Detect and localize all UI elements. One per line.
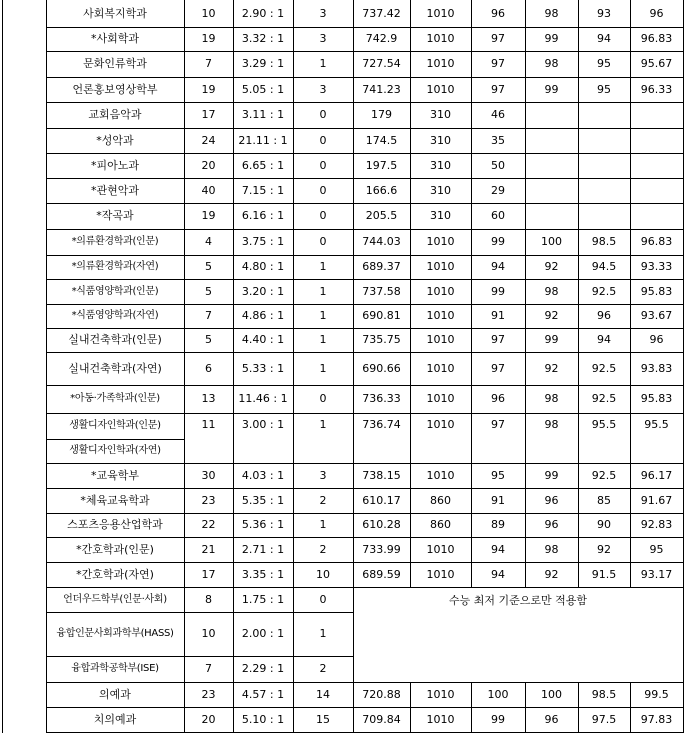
cell-value: 96 bbox=[649, 333, 664, 346]
cell-value: 197.5 bbox=[365, 158, 398, 172]
dept-name: *의류환경학과(인문) bbox=[71, 236, 159, 247]
cell-value: 91.5 bbox=[591, 567, 617, 581]
cell-value: 4.86 : 1 bbox=[241, 309, 285, 322]
dept-name: *사회학과 bbox=[90, 32, 139, 45]
cell-value bbox=[578, 178, 630, 203]
cell-value: 4.40 : 1 bbox=[241, 333, 285, 346]
cell-value: 24 bbox=[201, 133, 216, 147]
cell-value: 92.83 bbox=[640, 518, 673, 531]
cell-value: 3 bbox=[319, 82, 327, 96]
cell-value: 99 bbox=[544, 468, 559, 482]
cell-value: 860 bbox=[430, 493, 451, 507]
cell-value: 15 bbox=[316, 713, 330, 726]
dept-name: 사회복지학과 bbox=[83, 6, 147, 20]
cell-value: 5.36 : 1 bbox=[241, 518, 285, 531]
cell-value: 7.15 : 1 bbox=[241, 183, 285, 197]
cell-value: 727.54 bbox=[362, 57, 401, 70]
dept-name: *식품영양학과(인문) bbox=[71, 285, 159, 297]
cell-value bbox=[525, 102, 578, 128]
cell-value: 610.28 bbox=[362, 518, 401, 531]
cell-value: 21 bbox=[201, 542, 216, 556]
cell-value: 6.16 : 1 bbox=[241, 209, 285, 222]
cell-value: 3.20 : 1 bbox=[241, 284, 285, 298]
cell-value: 5.33 : 1 bbox=[241, 361, 285, 375]
cell-value: 1 bbox=[319, 361, 327, 375]
cell-value: 93.67 bbox=[640, 309, 673, 322]
cell-value: 4.57 : 1 bbox=[241, 687, 285, 701]
cell-value: 310 bbox=[430, 133, 451, 147]
cell-value: 2 bbox=[319, 493, 327, 507]
cell-value: 94 bbox=[597, 32, 611, 45]
cell-value: 1 bbox=[319, 518, 327, 531]
cell-value: 92.5 bbox=[591, 284, 617, 298]
cell-value: 5 bbox=[205, 260, 212, 273]
cell-value: 94 bbox=[597, 333, 611, 346]
cell-value: 96 bbox=[544, 518, 559, 531]
cell-value: 89 bbox=[491, 518, 505, 531]
cell-value: 19 bbox=[201, 82, 216, 96]
cell-value: 2.29 : 1 bbox=[241, 662, 285, 675]
cell-value: 96.17 bbox=[640, 468, 673, 482]
cell-value: 4 bbox=[205, 235, 212, 248]
cell-value: 100 bbox=[541, 687, 562, 701]
cell-value: 10 bbox=[201, 6, 216, 20]
dept-name: 언더우드학부(인문·사회) bbox=[63, 593, 167, 605]
cell-value: 5.05 : 1 bbox=[241, 82, 285, 96]
cell-value bbox=[578, 203, 630, 229]
cell-value: 22 bbox=[201, 518, 216, 531]
cell-value: 3.00 : 1 bbox=[241, 418, 285, 431]
cell-value: 179 bbox=[371, 108, 392, 121]
cell-value: 97 bbox=[491, 418, 505, 431]
cell-value: 2.00 : 1 bbox=[241, 627, 285, 640]
dept-name: 생활디자인학과(자연) bbox=[69, 445, 161, 456]
cell-value: 1010 bbox=[426, 235, 455, 248]
cell-value: 744.03 bbox=[362, 235, 401, 248]
cell-value: 35 bbox=[491, 133, 505, 147]
cell-value: 3.32 : 1 bbox=[241, 32, 285, 45]
cell-value: 689.59 bbox=[362, 567, 401, 581]
cell-value: 310 bbox=[430, 209, 451, 222]
cell-value: 92 bbox=[544, 567, 559, 581]
cell-value: 97 bbox=[491, 82, 505, 96]
cell-value: 100 bbox=[541, 235, 562, 248]
cell-value: 19 bbox=[201, 209, 216, 222]
cell-value bbox=[630, 153, 683, 178]
cell-value: 96 bbox=[491, 6, 505, 20]
cell-value: 10 bbox=[316, 567, 330, 581]
cell-value: 1010 bbox=[426, 57, 455, 70]
cell-value: 5.35 : 1 bbox=[241, 493, 285, 507]
cell-value: 1010 bbox=[426, 567, 455, 581]
cell-value: 23 bbox=[201, 493, 216, 507]
cell-value: 11 bbox=[201, 418, 216, 431]
cell-value: 1 bbox=[319, 284, 327, 298]
dept-name: *관현악과 bbox=[90, 183, 139, 197]
cell-value: 737.58 bbox=[362, 284, 401, 298]
cell-value: 1010 bbox=[426, 713, 455, 726]
cell-value: 92.5 bbox=[591, 361, 617, 375]
cell-value: 4.03 : 1 bbox=[241, 468, 285, 482]
cell-value: 7 bbox=[205, 309, 212, 322]
cell-value: 0 bbox=[319, 392, 327, 405]
cell-value: 17 bbox=[201, 108, 216, 121]
cell-value: 94 bbox=[491, 567, 505, 581]
cell-value bbox=[525, 203, 578, 229]
cell-value: 8 bbox=[205, 592, 212, 606]
cell-value: 166.6 bbox=[365, 183, 398, 197]
cell-value: 3.29 : 1 bbox=[241, 57, 285, 70]
cell-value bbox=[630, 102, 683, 128]
cell-value: 0 bbox=[319, 183, 327, 197]
cell-value: 5 bbox=[205, 284, 212, 298]
cell-value: 3 bbox=[319, 468, 327, 482]
cell-value: 95.83 bbox=[640, 284, 673, 298]
cell-value: 92.5 bbox=[591, 468, 617, 482]
cell-value: 1010 bbox=[426, 418, 455, 431]
cell-value: 11.46 : 1 bbox=[238, 392, 288, 405]
cell-value: 709.84 bbox=[362, 713, 401, 726]
cell-value: 17 bbox=[201, 567, 216, 581]
cell-value: 310 bbox=[430, 183, 451, 197]
cell-value: 93 bbox=[597, 6, 611, 20]
cell-value: 1.75 : 1 bbox=[241, 592, 285, 606]
cell-value: 0 bbox=[319, 209, 327, 222]
cell-value: 742.9 bbox=[365, 32, 398, 45]
cell-value: 98 bbox=[544, 392, 559, 405]
cell-value bbox=[630, 203, 683, 229]
cell-value: 46 bbox=[491, 108, 505, 121]
cell-value: 1010 bbox=[426, 333, 455, 346]
dept-name: *성악과 bbox=[96, 133, 134, 147]
cell-value: 689.37 bbox=[362, 260, 401, 273]
cell-value: 310 bbox=[430, 108, 451, 121]
cell-value: 97 bbox=[491, 333, 505, 346]
cell-value: 6.65 : 1 bbox=[241, 158, 285, 172]
cell-value: 97.5 bbox=[591, 713, 617, 726]
cell-value: 30 bbox=[201, 468, 216, 482]
cell-value: 99 bbox=[544, 82, 559, 96]
cell-value: 29 bbox=[491, 183, 505, 197]
cell-value: 720.88 bbox=[362, 687, 401, 701]
cell-value bbox=[578, 153, 630, 178]
cell-value: 310 bbox=[430, 158, 451, 172]
cell-value: 3 bbox=[319, 6, 327, 20]
cell-value: 737.42 bbox=[362, 6, 401, 20]
cell-value: 98 bbox=[544, 284, 559, 298]
cell-value: 92 bbox=[544, 361, 559, 375]
dept-name: 실내건축학과(인문) bbox=[68, 333, 162, 346]
cell-value: 1010 bbox=[426, 687, 455, 701]
cell-value: 2 bbox=[319, 542, 327, 556]
cell-value: 3 bbox=[319, 32, 327, 45]
cell-value: 98 bbox=[544, 418, 559, 431]
cell-value: 2.71 : 1 bbox=[241, 542, 285, 556]
cell-value: 690.66 bbox=[362, 361, 401, 375]
cell-value: 98.5 bbox=[591, 687, 617, 701]
cell-value bbox=[630, 128, 683, 153]
cell-value: 91.67 bbox=[640, 493, 673, 507]
cell-value: 97 bbox=[491, 361, 505, 375]
cell-value bbox=[525, 153, 578, 178]
cell-value: 5.10 : 1 bbox=[241, 713, 285, 726]
cell-value: 21.11 : 1 bbox=[238, 133, 288, 147]
cell-value: 95.5 bbox=[644, 418, 669, 431]
cell-value: 99 bbox=[491, 235, 505, 248]
cell-value: 738.15 bbox=[362, 468, 401, 482]
cell-value: 10 bbox=[201, 627, 216, 640]
dept-name: 문화인류학과 bbox=[83, 57, 147, 70]
cell-value: 860 bbox=[430, 518, 451, 531]
cell-value: 1010 bbox=[426, 392, 455, 405]
cell-value: 91 bbox=[491, 309, 505, 322]
dept-name: 교회음악과 bbox=[88, 108, 142, 121]
dept-name: 스포츠응용산업학과 bbox=[67, 518, 163, 531]
cell-value: 94 bbox=[491, 542, 505, 556]
cell-value: 1010 bbox=[426, 361, 455, 375]
dept-name: *작곡과 bbox=[96, 209, 134, 222]
dept-name: *피아노과 bbox=[90, 158, 139, 172]
cell-value: 736.33 bbox=[362, 392, 401, 405]
cell-value: 93.33 bbox=[640, 260, 673, 273]
cell-value: 99 bbox=[544, 333, 559, 346]
cell-value: 98.5 bbox=[591, 235, 617, 248]
cell-value: 7 bbox=[205, 662, 212, 675]
cell-value: 0 bbox=[319, 158, 327, 172]
cell-value: 1 bbox=[319, 627, 327, 640]
cell-value: 2 bbox=[319, 662, 327, 675]
cell-value bbox=[578, 102, 630, 128]
cell-value: 40 bbox=[201, 183, 216, 197]
cell-value: 20 bbox=[201, 713, 216, 726]
cell-value: 90 bbox=[597, 518, 611, 531]
cell-value: 1 bbox=[319, 309, 327, 322]
dept-name: *체육교육학과 bbox=[80, 493, 150, 507]
cell-value: 1 bbox=[319, 333, 327, 346]
cell-value: 1010 bbox=[426, 468, 455, 482]
cell-value: 93.83 bbox=[640, 361, 673, 375]
cell-value: 14 bbox=[316, 687, 330, 701]
cell-value: 92 bbox=[544, 309, 559, 322]
cell-value: 6 bbox=[205, 361, 212, 375]
cell-value: 96.83 bbox=[640, 235, 673, 248]
cell-value: 1010 bbox=[426, 82, 455, 96]
cell-value: 97.83 bbox=[640, 713, 673, 726]
dept-name: *식품영양학과(자연) bbox=[71, 310, 159, 321]
cell-value: 95 bbox=[491, 468, 505, 482]
cell-value: 19 bbox=[201, 32, 216, 45]
cell-value: 1 bbox=[319, 57, 327, 70]
cell-value: 92 bbox=[597, 542, 611, 556]
cell-value: 1010 bbox=[426, 6, 455, 20]
cell-value: 97 bbox=[491, 57, 505, 70]
dept-name: 융합인문사회과학부(HASS) bbox=[56, 628, 174, 639]
dept-name: *간호학과(인문) bbox=[76, 542, 154, 556]
cell-value: 92.5 bbox=[591, 392, 617, 405]
cell-value: 690.81 bbox=[362, 309, 401, 322]
cell-value: 94 bbox=[491, 260, 505, 273]
cell-value: 0 bbox=[319, 592, 327, 606]
cell-value: 96 bbox=[649, 6, 664, 20]
cell-value: 1010 bbox=[426, 260, 455, 273]
cell-value: 96 bbox=[491, 392, 505, 405]
cell-value: 100 bbox=[487, 687, 509, 701]
cell-value: 85 bbox=[597, 493, 611, 507]
cell-value: 96.83 bbox=[640, 32, 673, 45]
cell-value: 97 bbox=[491, 32, 505, 45]
cell-value: 0 bbox=[319, 235, 327, 248]
merged-note: 수능 최저 기준으로만 적용함 bbox=[448, 594, 587, 607]
cell-value: 1010 bbox=[426, 542, 455, 556]
dept-name: 치의예과 bbox=[93, 713, 137, 726]
cell-value bbox=[578, 128, 630, 153]
cell-value bbox=[630, 178, 683, 203]
cell-value: 91 bbox=[491, 493, 505, 507]
cell-value: 95 bbox=[649, 542, 664, 556]
cell-value: 741.23 bbox=[362, 82, 401, 96]
cell-value: 2.90 : 1 bbox=[241, 6, 285, 20]
cell-value: 3.11 : 1 bbox=[241, 108, 285, 121]
grid-line bbox=[2, 0, 3, 733]
cell-value: 0 bbox=[319, 108, 327, 121]
dept-name: 생활디자인학과(인문) bbox=[69, 420, 161, 431]
cell-value: 98 bbox=[544, 57, 559, 70]
grid-line bbox=[683, 0, 684, 733]
cell-value: 96 bbox=[544, 493, 559, 507]
cell-value: 735.75 bbox=[362, 333, 401, 346]
cell-value: 13 bbox=[201, 392, 216, 405]
cell-value: 93.17 bbox=[640, 567, 673, 581]
cell-value: 99 bbox=[491, 284, 505, 298]
dept-name: *아동·가족학과(인문) bbox=[70, 393, 160, 404]
cell-value: 1 bbox=[319, 260, 327, 273]
cell-value: 96 bbox=[544, 713, 559, 726]
dept-name: 실내건축학과(자연) bbox=[68, 361, 162, 375]
cell-value: 95 bbox=[597, 82, 611, 96]
cell-value: 736.74 bbox=[362, 418, 401, 431]
cell-value: 610.17 bbox=[362, 493, 401, 507]
cell-value: 50 bbox=[491, 158, 505, 172]
cell-value: 94.5 bbox=[591, 260, 617, 273]
cell-value: 96.33 bbox=[640, 82, 673, 96]
cell-value: 205.5 bbox=[365, 209, 398, 222]
cell-value: 92 bbox=[544, 260, 559, 273]
dept-name: *의류환경학과(자연) bbox=[71, 261, 159, 272]
cell-value: 99 bbox=[491, 713, 505, 726]
cell-value: 4.80 : 1 bbox=[241, 260, 285, 273]
cell-value: 95.67 bbox=[640, 57, 673, 70]
dept-name: 의예과 bbox=[99, 687, 131, 701]
cell-value: 20 bbox=[201, 158, 216, 172]
dept-name: *교육학부 bbox=[90, 468, 139, 482]
cell-value: 60 bbox=[491, 209, 505, 222]
cell-value: 3.75 : 1 bbox=[241, 235, 285, 248]
cell-value: 174.5 bbox=[365, 133, 398, 147]
cell-value bbox=[525, 178, 578, 203]
cell-value: 0 bbox=[319, 133, 327, 147]
cell-value: 99 bbox=[544, 32, 559, 45]
cell-value: 1010 bbox=[426, 309, 455, 322]
cell-value: 23 bbox=[201, 687, 216, 701]
cell-value: 3.35 : 1 bbox=[241, 567, 285, 581]
cell-value: 96 bbox=[597, 309, 611, 322]
cell-value: 1010 bbox=[426, 284, 455, 298]
cell-value: 98 bbox=[544, 6, 559, 20]
dept-name: 융합과학공학부(ISE) bbox=[71, 663, 159, 674]
cell-value: 95.83 bbox=[640, 392, 673, 405]
cell-value: 1 bbox=[319, 418, 327, 431]
cell-value bbox=[525, 128, 578, 153]
cell-value: 95.5 bbox=[591, 418, 617, 431]
cell-value: 95 bbox=[597, 57, 611, 70]
cell-value: 98 bbox=[544, 542, 559, 556]
cell-value: 7 bbox=[205, 57, 212, 70]
dept-name: *간호학과(자연) bbox=[76, 567, 154, 581]
dept-name: 언론홍보영상학부 bbox=[72, 82, 158, 96]
cell-value: 99.5 bbox=[644, 687, 669, 701]
cell-value: 5 bbox=[205, 333, 212, 346]
cell-value: 733.99 bbox=[362, 542, 401, 556]
cell-value: 1010 bbox=[426, 32, 455, 45]
